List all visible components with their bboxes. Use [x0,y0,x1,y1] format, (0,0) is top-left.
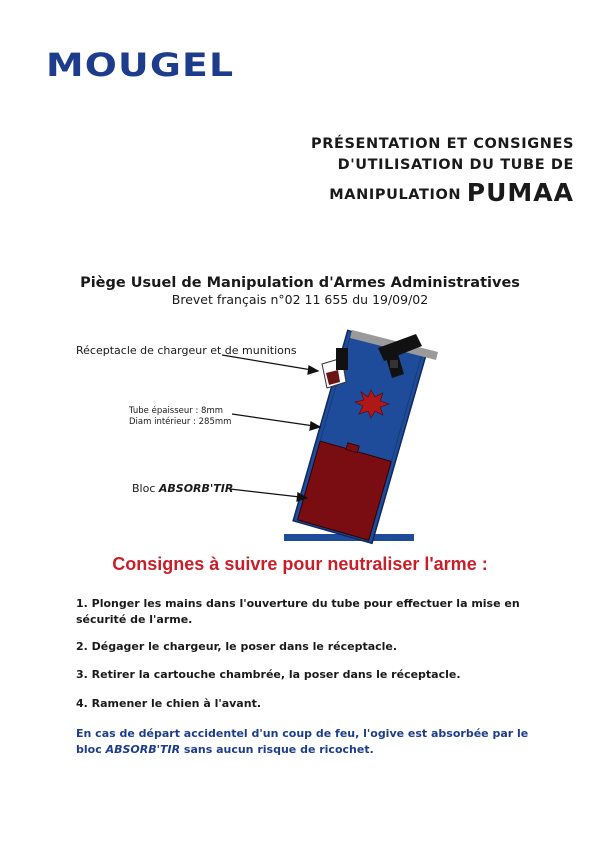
brand-logo: MOUGEL [46,46,235,84]
safety-note-part-1: En cas de départ accidentel d'un coup de feu, l'ogive est absorbée par le bloc [76,727,529,756]
label-receptacle: Réceptacle de chargeur et de munitions [76,344,297,357]
instructions-heading: Consignes à suivre pour neutraliser l'arme : [112,554,488,574]
label-bloc-prefix: Bloc [132,482,156,495]
safety-note-part-2: sans aucun risque de ricochet. [183,743,374,756]
label-bloc [132,482,233,495]
instruction-step-3: 3. Retirer la cartouche chambrée, la poser dans le réceptacle. [76,668,461,681]
safety-note-product: ABSORB'TIR [105,743,181,756]
title-line-1: PRÉSENTATION ET CONSIGNES [310,136,574,152]
receptacle [322,348,348,388]
instruction-step-4: 4. Ramener le chien à l'avant. [76,697,262,710]
title-prefix: MANIPULATION [329,187,462,203]
label-tube-diameter: Diam intérieur : 285mm [129,417,232,427]
title-line-2: D'UTILISATION DU TUBE DE [337,157,574,173]
subtitle: Piège Usuel de Manipulation d'Armes Administratives [80,275,520,291]
label-tube-thickness: Tube épaisseur : 8mm [129,406,224,416]
product-name: PUMAA [466,178,574,207]
safety-note [76,726,536,758]
label-bloc-name: ABSORB'TIR [158,482,234,495]
patent-reference: Brevet français n°02 11 655 du 19/09/02 [171,292,429,307]
instruction-step-2: 2. Dégager le chargeur, le poser dans le réceptacle. [76,640,398,653]
tube-body [293,330,426,543]
label-tube-specs [129,406,231,428]
instruction-step-1: 1. Plonger les mains dans l'ouverture du tube pour effectuer la mise en sécurité de l'arme. [76,597,520,626]
